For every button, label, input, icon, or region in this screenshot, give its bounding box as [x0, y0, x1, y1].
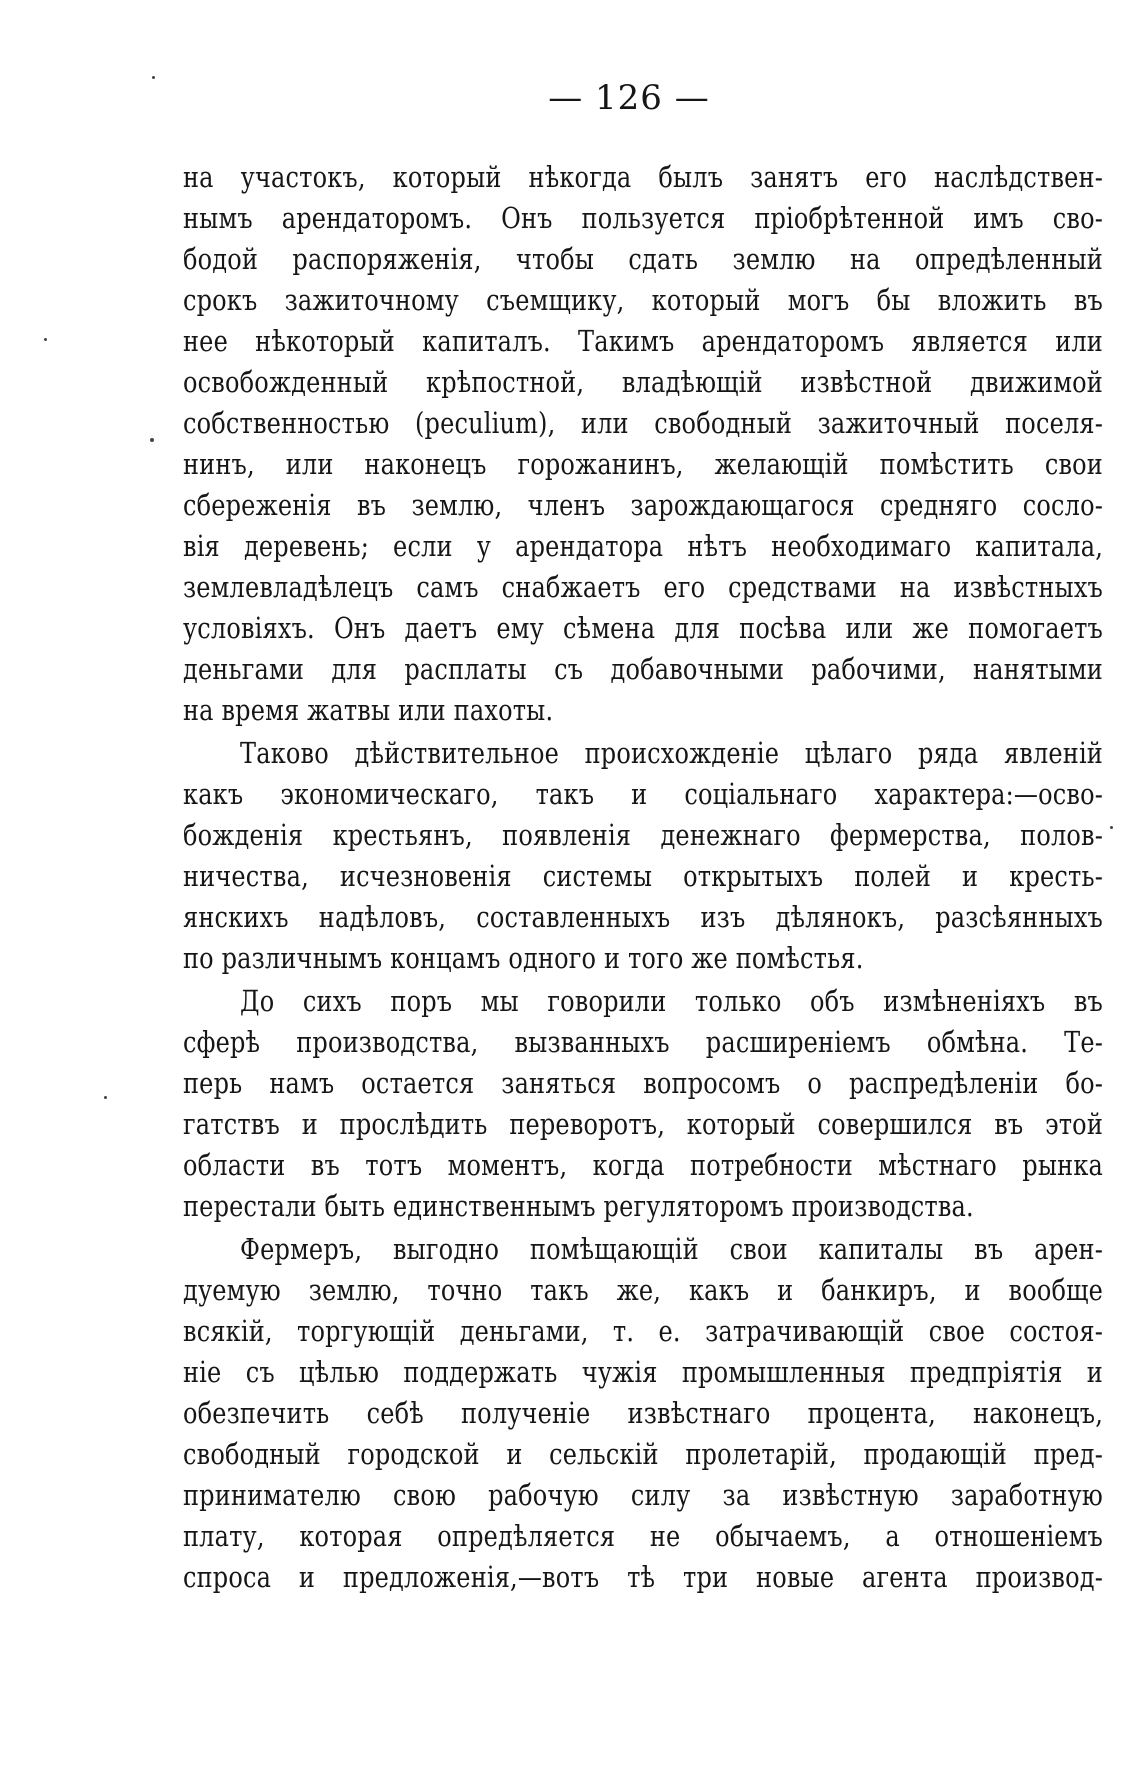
text-line: дуемую землю, точно такъ же, какъ и банкиръ, и вообще [183, 1273, 1103, 1307]
text-line: перестали быть единственнымъ регуляторомъ производства. [183, 1189, 974, 1223]
text-line: спроса и предложенія,—вотъ тѣ три новые агента производ- [183, 1560, 1103, 1594]
text-line: нее нѣкоторый капиталъ. Такимъ арендаторомъ является или [183, 324, 1103, 358]
text-line: освобожденный крѣпостной, владѣющій извѣстной движимой [183, 365, 1103, 399]
text-line: гатствъ и прослѣдить переворотъ, который совершился въ этой [183, 1107, 1103, 1141]
text-line: принимателю свою рабочую силу за извѣстную заработную [183, 1478, 1103, 1512]
text-line: области въ тотъ моментъ, когда потребности мѣстнаго рынка [183, 1148, 1103, 1182]
text-line: Фермеръ, выгодно помѣщающій свои капиталы въ арен- [240, 1232, 1103, 1266]
text-line: деньгами для расплаты съ добавочными рабочими, нанятыми [183, 652, 1103, 686]
text-line: нымъ арендаторомъ. Онъ пользуется пріобрѣтенной имъ сво- [183, 201, 1103, 235]
paragraph-2 [183, 733, 1103, 979]
scan-speck [104, 1096, 107, 1099]
text-line: какъ экономическаго, такъ и соціальнаго характера:—осво- [183, 777, 1103, 811]
text-line: на время жатвы или пахоты. [183, 693, 554, 727]
text-line: обезпечить себѣ полученіе извѣстнаго процента, наконецъ, [183, 1396, 1103, 1430]
text-line: Таково дѣйствительное происхожденіе цѣлаго ряда явленій [240, 736, 1103, 770]
paragraph-3 [183, 981, 1103, 1227]
text-line: сбереженія въ землю, членъ зарождающагося средняго сосло- [183, 488, 1103, 522]
scan-speck [1110, 826, 1113, 829]
text-line: по различнымъ концамъ одного и того же помѣстья. [183, 941, 864, 975]
text-line: землевладѣлецъ самъ снабжаетъ его средствами на извѣстныхъ [183, 570, 1103, 604]
text-line: бодой распоряженія, чтобы сдать землю на опредѣленный [183, 242, 1103, 276]
text-line: срокъ зажиточному съемщику, который могъ бы вложить въ [183, 283, 1103, 317]
text-line: божденія крестьянъ, появленія денежнаго фермерства, полов- [183, 818, 1103, 852]
text-line: нинъ, или наконецъ горожанинъ, желающій помѣстить свои [183, 447, 1103, 481]
scan-speck [150, 438, 154, 442]
text-line: на участокъ, который нѣкогда былъ занятъ его наслѣдствен- [183, 160, 1103, 194]
page-number: — 126 — [548, 78, 710, 118]
paragraph-1 [183, 157, 1103, 731]
text-line: ничества, исчезновенія системы открытыхъ полей и кресть- [183, 859, 1103, 893]
text-line: всякій, торгующій деньгами, т. е. затрачивающій свое состоя- [183, 1314, 1103, 1348]
text-line: собственностью (peculium), или свободный зажиточный поселя- [183, 406, 1103, 440]
text-line: До сихъ поръ мы говорили только объ измѣненіяхъ въ [240, 984, 1103, 1018]
body-text [183, 157, 1103, 1600]
text-line: перь намъ остается заняться вопросомъ о распредѣленіи бо- [183, 1066, 1103, 1100]
text-line: плату, которая опредѣляется не обычаемъ, а отношеніемъ [183, 1519, 1103, 1553]
text-line: свободный городской и сельскій пролетарій, продающій пред- [183, 1437, 1103, 1471]
text-line: ніе съ цѣлью поддержать чужія промышленныя предпріятія и [183, 1355, 1103, 1389]
text-line: условіяхъ. Онъ даетъ ему сѣмена для посѣва или же помогаетъ [183, 611, 1103, 645]
text-line: сферѣ производства, вызванныхъ расширеніемъ обмѣна. Те- [183, 1025, 1103, 1059]
text-line: вія деревень; если у арендатора нѣтъ необходимаго капитала, [183, 529, 1103, 563]
paragraph-4 [183, 1229, 1103, 1598]
text-line: янскихъ надѣловъ, составленныхъ изъ дѣлянокъ, разсѣянныхъ [183, 900, 1103, 934]
scan-speck [44, 338, 47, 341]
